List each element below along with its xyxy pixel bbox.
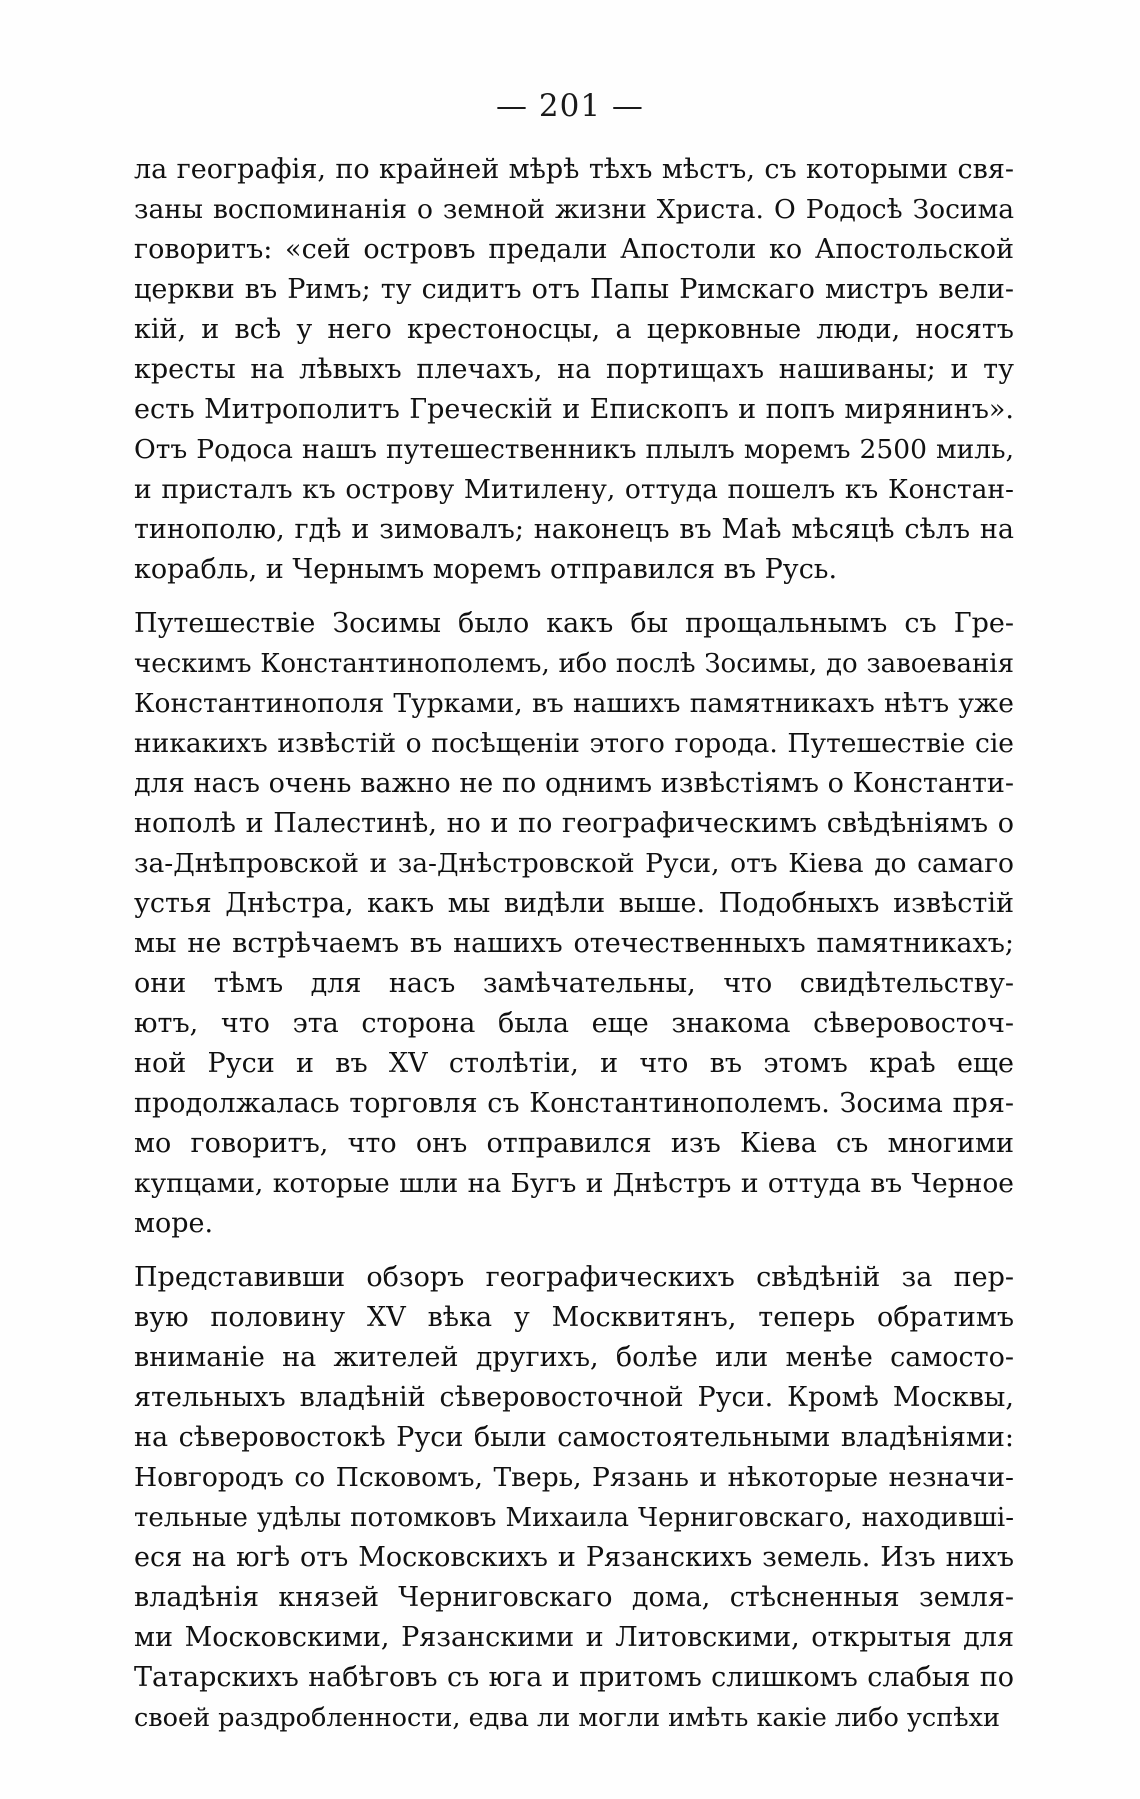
text-line: ческимъ Константинополемъ, ибо послѣ Зосимы, до завоеванія (134, 649, 1014, 679)
text-line: на сѣверовостокѣ Руси были самостоятельными владѣніями: (134, 1422, 1014, 1453)
text-line: ной Руси и въ XV столѣтіи, и что въ этомъ краѣ еще (134, 1048, 1014, 1079)
text-line: купцами, которые шли на Бугъ и Днѣстръ и оттуда въ Черное (134, 1168, 1014, 1199)
page-body (134, 150, 1014, 1738)
text-line: своей раздробленности, едва ли могли имѣть какіе либо успѣхи (134, 1703, 1000, 1733)
text-line: никакихъ извѣстій о посѣщеніи этого города. Путешествіе сіе (134, 728, 1014, 759)
text-line: Представивши обзоръ географическихъ свѣдѣній за пер- (134, 1262, 1014, 1293)
text-line: Отъ Родоса нашъ путешественникъ плылъ моремъ 2500 миль, (134, 434, 1014, 465)
text-line: вниманіе на жителей другихъ, болѣе или менѣе самосто- (134, 1342, 1014, 1373)
paragraph (134, 604, 1014, 1244)
text-line: владѣнія князей Черниговскаго дома, стѣсненныя земля- (134, 1582, 1014, 1613)
text-line: они тѣмъ для насъ замѣчательны, что свидѣтельству- (134, 968, 1014, 999)
text-line: ла географія, по крайней мѣрѣ тѣхъ мѣстъ, съ которыми свя- (134, 154, 1014, 185)
text-line: говоритъ: «сей островъ предали Апостоли ко Апостольской (134, 234, 1014, 265)
text-line: кій, и всѣ у него крестоносцы, а церковные люди, носятъ (134, 314, 1014, 345)
text-line: ми Московскими, Рязанскими и Литовскими, открытыя для (134, 1622, 1014, 1653)
text-line: еся на югѣ отъ Московскихъ и Рязанскихъ земель. Изъ нихъ (134, 1542, 1014, 1573)
text-line: Константинополя Турками, въ нашихъ памятникахъ нѣтъ уже (134, 688, 1014, 719)
text-line: и присталъ къ острову Митилену, оттуда пошелъ къ Констан- (134, 474, 1014, 505)
text-line: Путешествіе Зосимы было какъ бы прощальнымъ съ Гре- (134, 608, 1014, 639)
text-line: тельные удѣлы потомковъ Михаила Черниговскаго, находивші- (134, 1503, 1014, 1533)
paragraph-gap (134, 1244, 1014, 1258)
text-line: за-Днѣпровской и за-Днѣстровской Руси, отъ Кіева до самаго (134, 848, 1014, 879)
text-line: тинополю, гдѣ и зимовалъ; наконецъ въ Маѣ мѣсяцѣ сѣлъ на (134, 514, 1014, 545)
text-line: церкви въ Римъ; ту сидитъ отъ Папы Римскаго мистръ вели- (134, 274, 1014, 305)
text-line: ятельныхъ владѣній сѣверовосточной Руси. Кромѣ Москвы, (134, 1382, 1014, 1413)
text-line: корабль, и Чернымъ моремъ отправился въ Русь. (134, 554, 838, 585)
paragraph (134, 150, 1014, 590)
text-line: море. (134, 1208, 214, 1239)
text-line: продолжалась торговля съ Константинополемъ. Зосима пря- (134, 1088, 1014, 1119)
paragraph-gap (134, 590, 1014, 604)
text-line: заны воспоминанія о земной жизни Христа. О Родосѣ Зосима (134, 194, 1014, 225)
text-line: устья Днѣстра, какъ мы видѣли выше. Подобныхъ извѣстій (134, 888, 1014, 919)
paragraph (134, 1258, 1014, 1738)
text-line: кресты на лѣвыхъ плечахъ, на портищахъ нашиваны; и ту (134, 354, 1014, 385)
text-line: вую половину XV вѣка у Москвитянъ, теперь обратимъ (134, 1302, 1014, 1333)
text-line: нополѣ и Палестинѣ, но и по географическимъ свѣдѣніямъ о (134, 808, 1014, 839)
text-line: мы не встрѣчаемъ въ нашихъ отечественныхъ памятникахъ; (134, 928, 1014, 959)
text-line: для насъ очень важно не по однимъ извѣстіямъ о Константи- (134, 768, 1014, 799)
text-line: мо говоритъ, что онъ отправился изъ Кіева съ многими (134, 1128, 1014, 1159)
text-line: Татарскихъ набѣговъ съ юга и притомъ слишкомъ слабыя по (134, 1662, 1014, 1693)
page-number: — 201 — (496, 88, 644, 124)
text-line: ютъ, что эта сторона была еще знакома сѣверовосточ- (134, 1008, 1014, 1039)
text-line: есть Митрополитъ Греческій и Епископъ и попъ мирянинъ». (134, 394, 1014, 425)
text-line: Новгородъ со Псковомъ, Тверь, Рязань и нѣкоторые незначи- (134, 1462, 1014, 1493)
